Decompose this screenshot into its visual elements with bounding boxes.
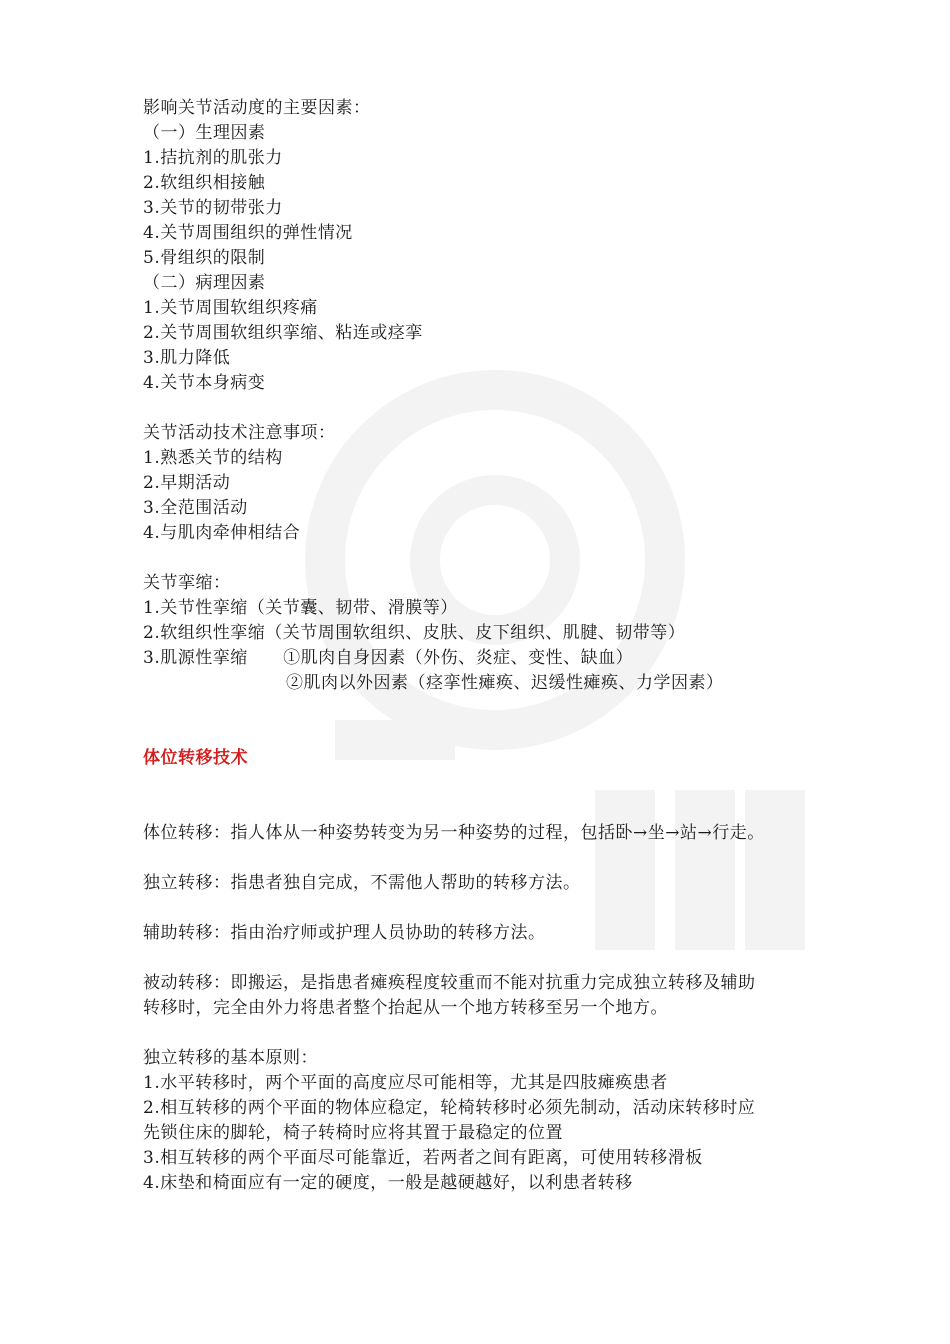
list-item: 3.肌力降低 — [143, 348, 231, 368]
principle-line: 先锁住床的脚轮，椅子转椅时应将其置于最稳定的位置 — [143, 1123, 563, 1143]
list-item: 3.关节的韧带张力 — [143, 198, 283, 218]
list-item: 2.早期活动 — [143, 473, 231, 493]
definition-passive-transfer-line1: 被动转移：即搬运，是指患者瘫痪程度较重而不能对抗重力完成独立转移及辅助 — [143, 973, 756, 993]
list-item: 4.与肌肉牵伸相结合 — [143, 523, 301, 543]
section-title-contracture: 关节挛缩： — [143, 573, 231, 593]
list-item: 2.关节周围软组织挛缩、粘连或痉挛 — [143, 323, 423, 343]
list-item: 1.熟悉关节的结构 — [143, 448, 283, 468]
subsection-physiological: （一）生理因素 — [143, 123, 266, 143]
list-item: 3.全范围活动 — [143, 498, 248, 518]
definition-independent-transfer: 独立转移：指患者独自完成，不需他人帮助的转移方法。 — [143, 873, 581, 893]
list-item: 2.软组织相接触 — [143, 173, 266, 193]
list-item: 4.关节本身病变 — [143, 373, 266, 393]
principle-line: 3.相互转移的两个平面尽可能靠近，若两者之间有距离，可使用转移滑板 — [143, 1148, 703, 1168]
section-heading-transfer-technique: 体位转移技术 — [143, 748, 248, 768]
list-item: 1.关节周围软组织疼痛 — [143, 298, 318, 318]
section-title-joint-activity-notes: 关节活动技术注意事项： — [143, 423, 336, 443]
list-item: 4.关节周围组织的弹性情况 — [143, 223, 353, 243]
definition-positional-transfer: 体位转移：指人体从一种姿势转变为另一种姿势的过程，包括卧→坐→站→行走。 — [143, 823, 765, 843]
subsection-pathological: （二）病理因素 — [143, 273, 266, 293]
list-item-continuation: ②肌肉以外因素（痉挛性瘫痪、迟缓性瘫痪、力学因素） — [286, 673, 724, 693]
principle-line: 4.床垫和椅面应有一定的硬度，一般是越硬越好，以利患者转移 — [143, 1173, 633, 1193]
section-title-rom-factors: 影响关节活动度的主要因素： — [143, 98, 371, 118]
list-item: 5.骨组织的限制 — [143, 248, 266, 268]
list-item: 1.关节性挛缩（关节囊、韧带、滑膜等） — [143, 598, 458, 618]
definition-passive-transfer-line2: 转移时，完全由外力将患者整个抬起从一个地方转移至另一个地方。 — [143, 998, 668, 1018]
list-item: 2.软组织性挛缩（关节周围软组织、皮肤、皮下组织、肌腱、韧带等） — [143, 623, 686, 643]
section-title-principles: 独立转移的基本原则： — [143, 1048, 318, 1068]
list-item: 3.肌源性挛缩 ①肌肉自身因素（外伤、炎症、变性、缺血） — [143, 648, 634, 668]
principle-line: 2.相互转移的两个平面的物体应稳定，轮椅转移时必须先制动，活动床转移时应 — [143, 1098, 756, 1118]
definition-assisted-transfer: 辅助转移：指由治疗师或护理人员协助的转移方法。 — [143, 923, 546, 943]
document-body — [143, 96, 823, 1196]
principle-line: 1.水平转移时，两个平面的高度应尽可能相等，尤其是四肢瘫痪患者 — [143, 1073, 668, 1093]
list-item: 1.拮抗剂的肌张力 — [143, 148, 283, 168]
